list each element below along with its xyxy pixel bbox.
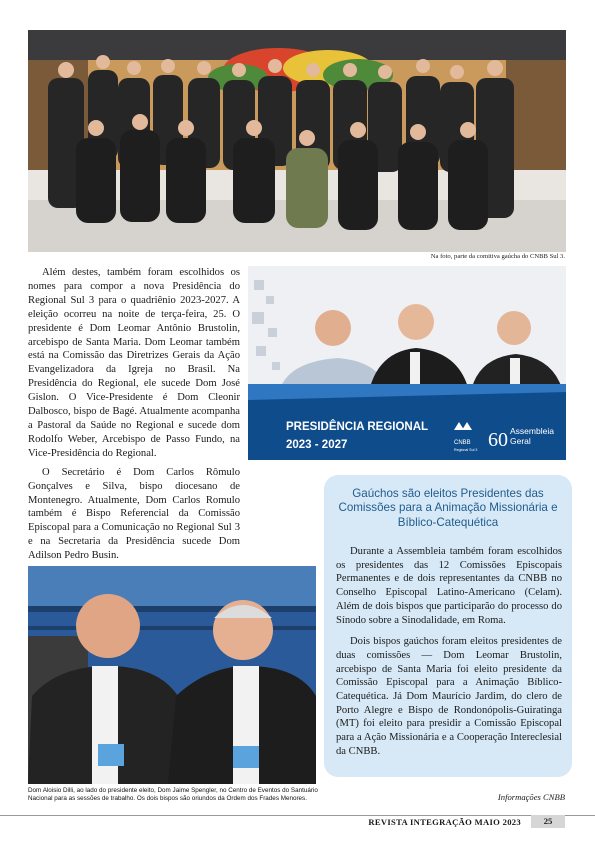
presidency-photo xyxy=(248,266,566,460)
left-column-text xyxy=(28,266,240,568)
svg-text:Geral: Geral xyxy=(510,436,531,446)
banner-title: PRESIDÊNCIA REGIONAL xyxy=(286,421,429,433)
svg-text:Assembleia: Assembleia xyxy=(510,426,554,436)
paragraph: Dois bispos gaúchos foram eleitos presidentes de duas comissões — Dom Leomar Brustolin, arcebispo de Santa Maria foi eleito presidente da Comissão Episcopal para a Animação Bíblico-Catequética. Já Dom Maurício Jardim, do clero de Porto Alegre e Bispo de Rondonópolis-Guiratinga (MT) foi eleito para presidir a Comissão Episcopal para a Ação Missionária e a Cooperação Intereclesial da CNBB. xyxy=(336,636,562,757)
top-photo-caption: Na foto, parte da comitiva gaúcha do CNBB Sul 3. xyxy=(430,253,565,260)
footer-divider xyxy=(0,815,595,816)
group-photo xyxy=(28,30,566,252)
footer-publication: REVISTA INTEGRAÇÃO MAIO 2023 xyxy=(368,817,521,827)
page-number: 25 xyxy=(531,815,565,828)
paragraph: Além destes, também foram escolhidos os nomes para compor a nova Presidência do Regional Sul 3 para o quadriênio 2023-2027. A eleição ocorreu na noite de terça-feira, 25. O presidente é Dom Leomar Antônio Brustolin, arcebispo de Santa Maria. Dom Leomar também está na Comissão das Diretrizes Gerais da Ação Evangelizadora da Igreja no Brasil. Na Presidência do Regional, ele sucede Dom José Gislon. O Vice-Presidente é Dom Cleonir Dalbosco, bispo de Bagé. Atualmente acompanha a Pastoral da Saúde no Regional e sucede dom Rodolfo Weber, Arcebispo de Passo Fundo, na Vice-Presidência do Regional. xyxy=(28,267,240,459)
svg-text:Regional Sul 3: Regional Sul 3 xyxy=(454,448,478,452)
commissions-box xyxy=(324,475,572,777)
svg-text:60: 60 xyxy=(488,429,508,451)
paragraph: O Secretário é Dom Carlos Rômulo Gonçalves e Silva, bispo diocesano de Montenegro. Atualmente, Dom Carlos Romulo também é Bispo Referencial da Comissão Episcopal para a Comunicação no Regional Sul 3 e na Secretaria da Presidência sucede Dom Adilson Pedro Busin. xyxy=(28,466,240,562)
paragraph: Durante a Assembleia também foram escolhidos os presidentes das 12 Comissões Episcopais Permanentes e de dois representantes da CNBB no Conselho Episcopal Latino-Americano (Celam). Além de dois bispos que participarão do processo do Sínodo sobre a Sinodalidade, em Roma. xyxy=(336,546,562,626)
source-credit: Informações CNBB xyxy=(497,792,565,802)
box-title: Gaúchos são eleitos Presidentes das Comissões para a Animação Missionária e Bíblico-Catequética xyxy=(338,487,558,529)
svg-text:CNBB: CNBB xyxy=(454,440,471,446)
bottom-photo-caption: Dom Aloisio Dilli, ao lado do presidente eleito, Dom Jaime Spengler, no Centro de Eventos do Santuário Nacional para as sessões de trabalho. Os dois bispos são oriundos da Ordem dos Frades Menores. xyxy=(28,787,318,803)
box-text xyxy=(336,545,562,767)
bishops-photo xyxy=(28,566,316,784)
banner-years: 2023 - 2027 xyxy=(286,439,348,451)
